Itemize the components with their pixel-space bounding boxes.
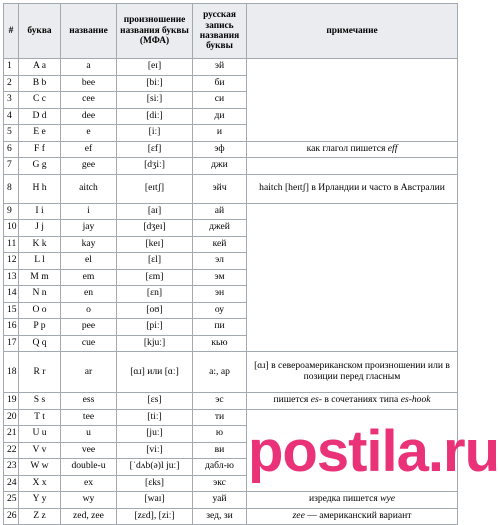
- cell-name: pee: [61, 319, 117, 336]
- table-row: [4, 508, 458, 525]
- cell-num: 11: [4, 236, 19, 253]
- cell-ipa: [ˈdʌb(ə)l juː]: [117, 459, 193, 476]
- note-text: как глагол пишется: [306, 142, 388, 154]
- cell-num: 2: [4, 75, 19, 92]
- cell-ipa: [keɪ]: [117, 236, 193, 253]
- cell-russian: дабл-ю: [193, 459, 247, 476]
- cell-russian: эн: [193, 286, 247, 303]
- cell-russian: эм: [193, 269, 247, 286]
- cell-name: o: [61, 302, 117, 319]
- note-text: [ɑɹ] в североамериканском произношении или в позиции перед гласным: [254, 360, 450, 382]
- table-row: [4, 352, 458, 393]
- cell-name: ar: [61, 352, 117, 393]
- cell-ipa: [eɪ]: [117, 59, 193, 76]
- cell-num: 9: [4, 203, 19, 220]
- table-row: [4, 141, 458, 158]
- cell-russian: экс: [193, 475, 247, 492]
- table-row: [4, 393, 458, 410]
- cell-num: 3: [4, 92, 19, 109]
- note-text: haitch [heɪtʃ] в Ирландии и часто в Австралии: [259, 182, 445, 194]
- cell-num: 26: [4, 508, 19, 525]
- cell-ipa: [dʒeɪ]: [117, 220, 193, 237]
- cell-name: u: [61, 426, 117, 443]
- cell-name: el: [61, 253, 117, 270]
- cell-num: 4: [4, 108, 19, 125]
- cell-russian: ай: [193, 203, 247, 220]
- cell-num: 19: [4, 393, 19, 410]
- cell-russian: би: [193, 75, 247, 92]
- cell-russian: ти: [193, 409, 247, 426]
- cell-ipa: [aɪ]: [117, 203, 193, 220]
- cell-note: [247, 352, 458, 393]
- cell-letter: T t: [19, 409, 61, 426]
- cell-russian: кей: [193, 236, 247, 253]
- cell-ipa: [ɛks]: [117, 475, 193, 492]
- header-num: #: [4, 4, 19, 59]
- table-row: [4, 409, 458, 426]
- cell-num: 8: [4, 174, 19, 203]
- cell-name: jay: [61, 220, 117, 237]
- cell-name: tee: [61, 409, 117, 426]
- cell-name: aitch: [61, 174, 117, 203]
- cell-name: kay: [61, 236, 117, 253]
- cell-note: [247, 492, 458, 509]
- cell-name: vee: [61, 442, 117, 459]
- cell-letter: L l: [19, 253, 61, 270]
- cell-ipa: [ɛf]: [117, 141, 193, 158]
- cell-russian: оу: [193, 302, 247, 319]
- cell-ipa: [juː]: [117, 426, 193, 443]
- cell-ipa: [dʒiː]: [117, 158, 193, 175]
- cell-letter: E e: [19, 125, 61, 142]
- cell-num: 24: [4, 475, 19, 492]
- cell-russian: джи: [193, 158, 247, 175]
- cell-ipa: [zɛd], [ziː]: [117, 508, 193, 525]
- cell-letter: Z z: [19, 508, 61, 525]
- cell-note: [247, 174, 458, 203]
- header-name: название: [61, 4, 117, 59]
- cell-letter: U u: [19, 426, 61, 443]
- note-italic: wye: [380, 493, 396, 505]
- cell-ipa: [ɛl]: [117, 253, 193, 270]
- cell-russian: эй: [193, 59, 247, 76]
- cell-russian: ди: [193, 108, 247, 125]
- cell-russian: эл: [193, 253, 247, 270]
- cell-name: em: [61, 269, 117, 286]
- cell-ipa: [oʊ]: [117, 302, 193, 319]
- cell-name: gee: [61, 158, 117, 175]
- cell-num: 6: [4, 141, 19, 158]
- cell-letter: Y y: [19, 492, 61, 509]
- note-text: пишется: [273, 394, 311, 406]
- cell-note: [247, 203, 458, 352]
- cell-letter: S s: [19, 393, 61, 410]
- note-text: изредка пишется: [308, 493, 381, 505]
- cell-letter: M m: [19, 269, 61, 286]
- cell-russian: кью: [193, 335, 247, 352]
- table-row: [4, 203, 458, 220]
- cell-letter: D d: [19, 108, 61, 125]
- table-row: [4, 158, 458, 175]
- cell-ipa: [viː]: [117, 442, 193, 459]
- cell-name: bee: [61, 75, 117, 92]
- cell-russian: зед, зи: [193, 508, 247, 525]
- cell-ipa: [biː]: [117, 75, 193, 92]
- watermark-text: postila.ru: [248, 419, 499, 484]
- cell-num: 22: [4, 442, 19, 459]
- cell-note: [247, 59, 458, 142]
- cell-ipa: [diː]: [117, 108, 193, 125]
- cell-letter: V v: [19, 442, 61, 459]
- note-italic: eff: [387, 142, 398, 154]
- cell-num: 25: [4, 492, 19, 509]
- cell-ipa: [ɛn]: [117, 286, 193, 303]
- cell-russian: эйч: [193, 174, 247, 203]
- cell-note: [247, 409, 458, 492]
- cell-note: [247, 141, 458, 158]
- cell-name: e: [61, 125, 117, 142]
- cell-num: 20: [4, 409, 19, 426]
- cell-name: ess: [61, 393, 117, 410]
- cell-note: [247, 393, 458, 410]
- cell-letter: J j: [19, 220, 61, 237]
- cell-ipa: [iː]: [117, 125, 193, 142]
- cell-ipa: [tiː]: [117, 409, 193, 426]
- cell-russian: эс: [193, 393, 247, 410]
- cell-letter: N n: [19, 286, 61, 303]
- cell-num: 12: [4, 253, 19, 270]
- alphabet-table: [3, 3, 458, 525]
- cell-name: zed, zee: [61, 508, 117, 525]
- cell-num: 10: [4, 220, 19, 237]
- cell-letter: K k: [19, 236, 61, 253]
- cell-num: 5: [4, 125, 19, 142]
- note-italic: es-hook: [400, 394, 431, 406]
- cell-russian: ю: [193, 426, 247, 443]
- cell-russian: ви: [193, 442, 247, 459]
- cell-russian: пи: [193, 319, 247, 336]
- cell-num: 14: [4, 286, 19, 303]
- cell-ipa: [ɛs]: [117, 393, 193, 410]
- cell-letter: H h: [19, 174, 61, 203]
- cell-name: en: [61, 286, 117, 303]
- header-ipa: произношение названия буквы (МФА): [117, 4, 193, 59]
- cell-num: 15: [4, 302, 19, 319]
- cell-letter: F f: [19, 141, 61, 158]
- cell-name: cee: [61, 92, 117, 109]
- cell-name: dee: [61, 108, 117, 125]
- cell-ipa: [ɛm]: [117, 269, 193, 286]
- table-row: [4, 59, 458, 76]
- cell-letter: I i: [19, 203, 61, 220]
- header-letter: буква: [19, 4, 61, 59]
- table-header-row: [4, 4, 458, 59]
- cell-ipa: [siː]: [117, 92, 193, 109]
- cell-letter: G g: [19, 158, 61, 175]
- cell-num: 13: [4, 269, 19, 286]
- cell-note: [247, 508, 458, 525]
- cell-letter: W w: [19, 459, 61, 476]
- cell-num: 21: [4, 426, 19, 443]
- table-row: [4, 174, 458, 203]
- cell-russian: уай: [193, 492, 247, 509]
- cell-letter: Q q: [19, 335, 61, 352]
- cell-letter: C c: [19, 92, 61, 109]
- cell-num: 16: [4, 319, 19, 336]
- cell-num: 17: [4, 335, 19, 352]
- header-russian: русская запись названия буквы: [193, 4, 247, 59]
- cell-ipa: [ɑɹ] или [ɑː]: [117, 352, 193, 393]
- note-text: — американский вариант: [304, 509, 412, 521]
- table-body: [4, 59, 458, 525]
- cell-letter: A a: [19, 59, 61, 76]
- cell-ipa: [eɪtʃ]: [117, 174, 193, 203]
- note-text: в сочетаниях типа: [321, 394, 401, 406]
- cell-name: ex: [61, 475, 117, 492]
- cell-ipa: [piː]: [117, 319, 193, 336]
- cell-letter: R r: [19, 352, 61, 393]
- cell-name: i: [61, 203, 117, 220]
- cell-russian: и: [193, 125, 247, 142]
- cell-letter: P p: [19, 319, 61, 336]
- note-italic: zee: [292, 509, 305, 521]
- cell-russian: а:, ар: [193, 352, 247, 393]
- cell-letter: O o: [19, 302, 61, 319]
- cell-letter: X x: [19, 475, 61, 492]
- cell-name: cue: [61, 335, 117, 352]
- cell-ipa: [waɪ]: [117, 492, 193, 509]
- table-row: [4, 492, 458, 509]
- cell-name: ef: [61, 141, 117, 158]
- cell-num: 1: [4, 59, 19, 76]
- cell-name: double-u: [61, 459, 117, 476]
- header-note: примечание: [247, 4, 458, 59]
- cell-num: 18: [4, 352, 19, 393]
- cell-name: a: [61, 59, 117, 76]
- cell-russian: эф: [193, 141, 247, 158]
- note-italic: es-: [310, 394, 322, 406]
- cell-note: [247, 158, 458, 175]
- cell-num: 7: [4, 158, 19, 175]
- cell-letter: B b: [19, 75, 61, 92]
- cell-russian: джей: [193, 220, 247, 237]
- cell-name: wy: [61, 492, 117, 509]
- cell-russian: си: [193, 92, 247, 109]
- cell-ipa: [kjuː]: [117, 335, 193, 352]
- cell-num: 23: [4, 459, 19, 476]
